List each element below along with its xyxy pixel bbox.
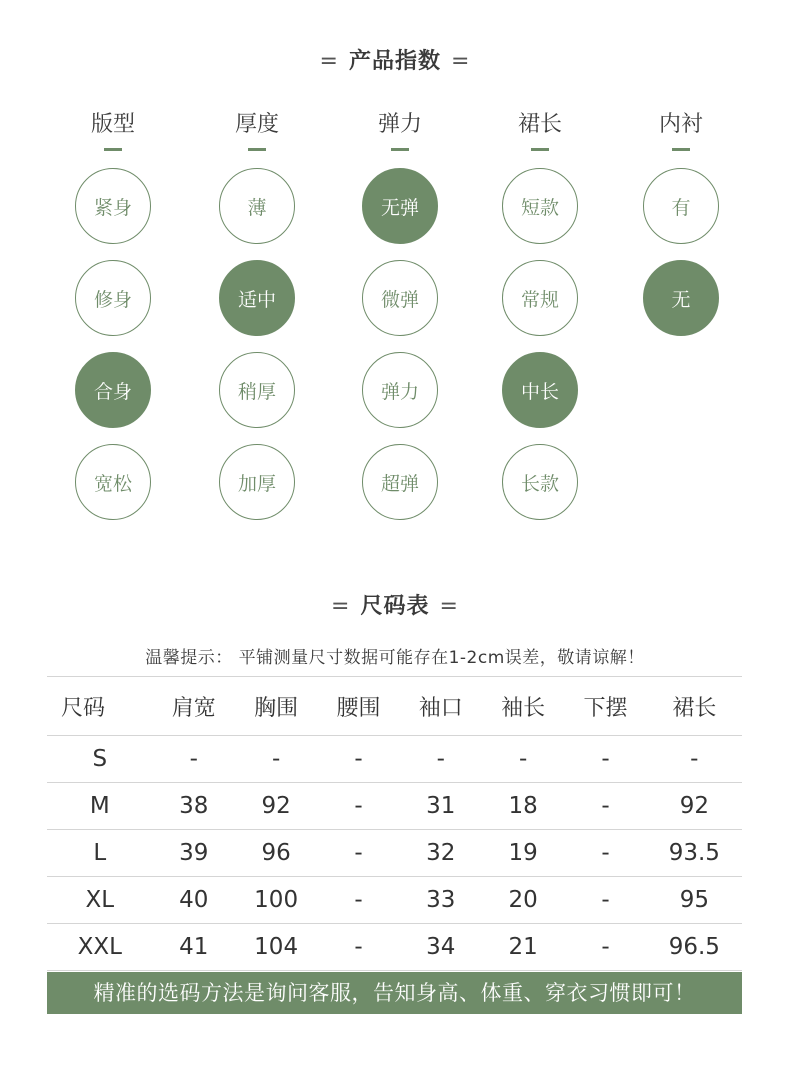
index-option: 修身 — [75, 260, 151, 336]
index-column-header: 厚度 — [234, 112, 279, 137]
size-table-header-cell: 袖长 — [482, 677, 564, 736]
index-option: 短款 — [502, 168, 578, 244]
size-table — [47, 676, 742, 971]
index-column — [53, 110, 173, 536]
index-options — [480, 168, 600, 520]
size-table-header-row — [47, 677, 742, 736]
index-option-selected: 合身 — [75, 352, 151, 428]
index-options — [53, 168, 173, 520]
index-option: 微弹 — [362, 260, 438, 336]
table-cell: - — [400, 736, 482, 783]
index-column-header: 版型 — [90, 112, 135, 137]
index-option: 超弹 — [362, 444, 438, 520]
table-cell: - — [564, 736, 646, 783]
table-cell: 19 — [482, 830, 564, 877]
index-option: 长款 — [502, 444, 578, 520]
table-cell: 18 — [482, 783, 564, 830]
table-cell: - — [317, 736, 399, 783]
index-option: 稍厚 — [219, 352, 295, 428]
table-cell: - — [564, 877, 646, 924]
index-column-header: 裙长 — [517, 112, 562, 137]
index-column-header: 弹力 — [377, 112, 422, 137]
size-table-header-cell: 肩宽 — [153, 677, 235, 736]
title-deco-right: = — [451, 49, 471, 74]
table-cell: 100 — [235, 877, 317, 924]
index-options — [340, 168, 460, 520]
table-cell: 39 — [153, 830, 235, 877]
table-cell: 40 — [153, 877, 235, 924]
table-cell: 34 — [400, 924, 482, 971]
measurement-tip: 温馨提示： 平铺测量尺寸数据可能存在1-2cm误差，敬请谅解！ — [145, 648, 645, 668]
index-column — [340, 110, 460, 536]
table-cell: M — [47, 783, 153, 830]
table-cell: 20 — [482, 877, 564, 924]
size-chart-title — [0, 589, 790, 620]
table-cell: - — [317, 924, 399, 971]
table-row — [47, 830, 742, 877]
table-cell: - — [647, 736, 742, 783]
title-deco-right: = — [439, 594, 459, 619]
index-column — [197, 110, 317, 536]
index-option: 薄 — [219, 168, 295, 244]
size-table-header-cell: 袖口 — [400, 677, 482, 736]
header-underline — [672, 148, 690, 151]
size-table-header-cell: 尺码 — [47, 677, 153, 736]
table-cell: - — [564, 830, 646, 877]
table-cell: - — [564, 924, 646, 971]
size-table-header-cell: 裙长 — [647, 677, 742, 736]
table-cell: 92 — [647, 783, 742, 830]
index-column — [480, 110, 600, 536]
index-options — [197, 168, 317, 520]
header-underline — [104, 148, 122, 151]
index-option: 加厚 — [219, 444, 295, 520]
product-index-title-text: 产品指数 — [348, 49, 441, 74]
table-cell: 96.5 — [647, 924, 742, 971]
product-index-title — [0, 44, 790, 75]
size-table-header-cell: 下摆 — [564, 677, 646, 736]
table-cell: XXL — [47, 924, 153, 971]
index-option: 常规 — [502, 260, 578, 336]
header-underline — [391, 148, 409, 151]
size-table-header-cell: 腰围 — [317, 677, 399, 736]
title-deco-left: = — [319, 49, 339, 74]
table-cell: - — [564, 783, 646, 830]
header-underline — [248, 148, 266, 151]
table-row — [47, 877, 742, 924]
table-cell: 41 — [153, 924, 235, 971]
index-option: 弹力 — [362, 352, 438, 428]
index-option-selected: 中长 — [502, 352, 578, 428]
table-cell: 95 — [647, 877, 742, 924]
table-cell: L — [47, 830, 153, 877]
table-cell: 31 — [400, 783, 482, 830]
footer-notice: 精准的选码方法是询问客服，告知身高、体重、穿衣习惯即可！ — [47, 972, 742, 1014]
index-option: 紧身 — [75, 168, 151, 244]
index-option: 有 — [643, 168, 719, 244]
index-column-header: 内衬 — [658, 112, 703, 137]
table-row — [47, 783, 742, 830]
index-column — [621, 110, 741, 352]
table-cell: - — [235, 736, 317, 783]
table-row — [47, 736, 742, 783]
table-cell: XL — [47, 877, 153, 924]
title-deco-left: = — [331, 594, 351, 619]
table-cell: 93.5 — [647, 830, 742, 877]
size-chart-title-text: 尺码表 — [360, 594, 430, 619]
index-option-selected: 适中 — [219, 260, 295, 336]
table-cell: - — [153, 736, 235, 783]
table-cell: 38 — [153, 783, 235, 830]
size-table-body — [47, 736, 742, 971]
table-cell: S — [47, 736, 153, 783]
table-cell: - — [317, 830, 399, 877]
table-cell: - — [482, 736, 564, 783]
index-options — [621, 168, 741, 336]
table-cell: 104 — [235, 924, 317, 971]
table-row — [47, 924, 742, 971]
index-option: 宽松 — [75, 444, 151, 520]
table-cell: - — [317, 877, 399, 924]
index-option-selected: 无 — [643, 260, 719, 336]
index-option-selected: 无弹 — [362, 168, 438, 244]
table-cell: 33 — [400, 877, 482, 924]
table-cell: 32 — [400, 830, 482, 877]
table-cell: 92 — [235, 783, 317, 830]
header-underline — [531, 148, 549, 151]
table-cell: - — [317, 783, 399, 830]
size-table-header-cell: 胸围 — [235, 677, 317, 736]
table-cell: 96 — [235, 830, 317, 877]
table-cell: 21 — [482, 924, 564, 971]
